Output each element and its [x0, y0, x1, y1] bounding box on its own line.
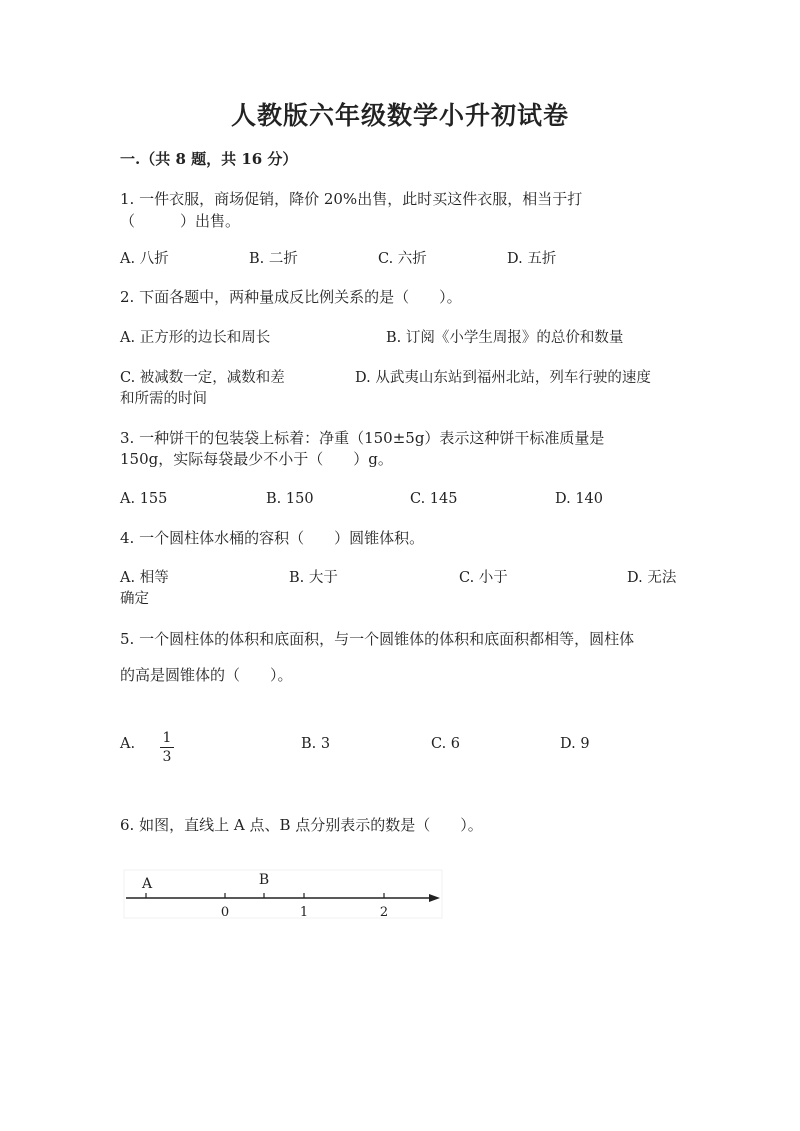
q4-option-d: D. 无法	[627, 570, 677, 586]
q2-option-c: C. 被减数一定，减数和差	[120, 370, 285, 386]
number-line-frame	[124, 870, 442, 918]
q1-option-a: A. 八折	[120, 251, 169, 267]
tick-label-2: 2	[379, 905, 389, 920]
q2-option-d-cont: 和所需的时间	[120, 391, 207, 407]
fraction-denominator: 3	[162, 749, 172, 765]
tick-label-1: 1	[299, 905, 309, 920]
question-2-text: 2. 下面各题中，两种量成反比例关系的是（ ）。	[120, 288, 462, 306]
q2-option-b: B. 订阅《小学生周报》的总价和数量	[386, 330, 624, 346]
q4-option-d-cont: 确定	[120, 591, 149, 607]
page-title: 人教版六年级数学小升初试卷	[230, 101, 569, 130]
number-line-figure	[120, 868, 450, 922]
fraction-numerator: 1	[162, 730, 172, 746]
point-b-label: B	[258, 872, 270, 888]
question-3-text-cont: 150g，实际每袋最少不小于（ ）g。	[120, 450, 393, 468]
question-4-text: 4. 一个圆柱体水桶的容积（ ）圆锥体积。	[120, 529, 425, 547]
q5-option-c: C. 6	[431, 736, 461, 752]
q3-option-c: C. 145	[410, 491, 458, 507]
q5-option-d: D. 9	[560, 736, 590, 752]
question-5-text-cont: 的高是圆锥体的（ ）。	[120, 666, 293, 684]
q1-option-b: B. 二折	[249, 251, 298, 267]
q1-option-d: D. 五折	[507, 251, 557, 267]
q3-option-b: B. 150	[266, 491, 314, 507]
fraction-bar	[160, 747, 174, 748]
question-3-text: 3. 一种饼干的包装袋上标着：净重（150±5g）表示这种饼干标准质量是	[120, 429, 605, 447]
tick-label-0: 0	[220, 905, 230, 920]
question-1-text-cont: （ ）出售。	[120, 212, 241, 230]
q1-option-c: C. 六折	[378, 251, 427, 267]
q2-option-d: D. 从武夷山东站到福州北站，列车行驶的速度	[355, 370, 651, 386]
q4-option-c: C. 小于	[459, 570, 508, 586]
section-header: 一.（共 8 题，共 16 分）	[120, 150, 298, 168]
q3-option-a: A. 155	[120, 491, 168, 507]
question-6-text: 6. 如图，直线上 A 点、B 点分别表示的数是（ ）。	[120, 816, 483, 834]
q4-option-a: A. 相等	[120, 570, 169, 586]
q3-option-d: D. 140	[555, 491, 604, 507]
question-5-text: 5. 一个圆柱体的体积和底面积，与一个圆锥体的体积和底面积都相等，圆柱体	[120, 630, 635, 648]
q5-option-a: A.	[120, 736, 136, 752]
q4-option-b: B. 大于	[289, 570, 338, 586]
q2-option-a: A. 正方形的边长和周长	[120, 330, 271, 346]
question-1-text: 1. 一件衣服，商场促销，降价 20%出售，此时买这件衣服，相当于打	[120, 190, 583, 208]
point-a-label: A	[141, 876, 153, 892]
q5-option-a-fraction	[158, 730, 176, 765]
q5-option-b: B. 3	[301, 736, 331, 752]
